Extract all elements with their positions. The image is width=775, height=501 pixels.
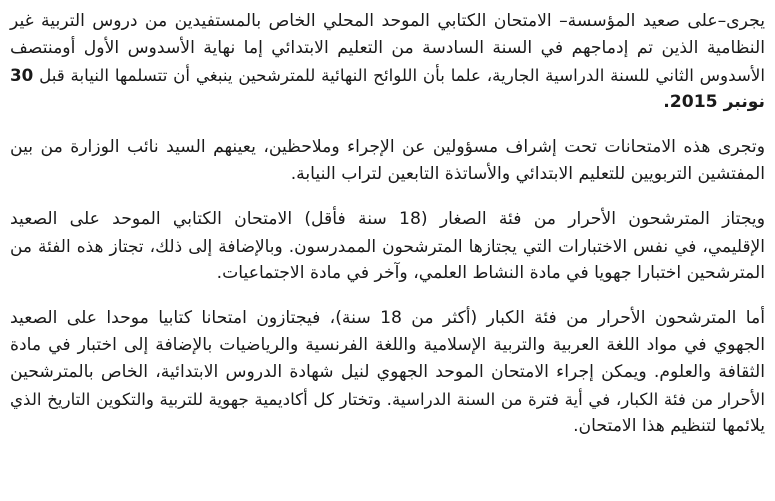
paragraph-2 [10, 134, 765, 188]
paragraph-3-line-3: المترشحين اختبارا جهويا في مادة النشاط العلمي، وآخر في مادة الاجتماعيات. [216, 263, 765, 283]
paragraph-3-line-2: الإقليمي، في نفس الاختبارات التي يجتازها المترشحون الممدرسون. وبالإضافة إلى ذلك، تجتاز هذه الفئة من [10, 236, 765, 256]
document-page [10, 4, 765, 497]
deadline-day: 30 [10, 65, 34, 85]
paragraph-4 [10, 305, 765, 440]
paragraph-4-line-4: الأحرار من فئة الكبار، في أية فترة من السنة الدراسية. وتختار كل أكاديمية جهوية للتربية والتكوين التاريخ الذي [10, 389, 765, 409]
paragraph-1-line-3 [10, 62, 765, 89]
deadline-month-year: نونبر 2015. [663, 92, 765, 112]
paragraph-2-line-2: المفتشين التربويين للتعليم الابتدائي والأساتذة التابعين لتراب النيابة. [290, 164, 765, 184]
paragraph-1-line-1: يجرى–على صعيد المؤسسة– الامتحان الكتابي الموحد المحلي الخاص بالمستفيدين من دروس التربية غير [10, 11, 765, 31]
paragraph-1-line-2: النظامية الذين تم إدماجهم في السنة السادسة من التعليم الابتدائي إما نهاية الأسدوس الأول أومنتصف [10, 38, 765, 58]
paragraph-3-line-1: ويجتاز المترشحون الأحرار من فئة الصغار (18 سنة فأقل) الامتحان الكتابي الموحد على الصعيد [10, 209, 766, 229]
paragraph-1 [10, 8, 765, 116]
paragraph-4-line-3: الثقافة والعلوم. ويمكن إجراء الامتحان الموحد الجهوي لنيل شهادة الدروس الابتدائية، الخاص بالمترشحين [10, 362, 765, 382]
paragraph-2-line-1: وتجرى هذه الامتحانات تحت إشراف مسؤولين عن الإجراء وملاحظين، يعينهم السيد نائب الوزارة من بين [10, 137, 765, 157]
paragraph-4-line-2: الجهوي في مواد اللغة العربية والتربية الإسلامية واللغة الفرنسية والرياضيات بالإضافة إلى اختبار في مادة [10, 335, 765, 355]
paragraph-3 [10, 206, 765, 287]
paragraph-4-line-5: يلائمها لتنظيم هذا الامتحان. [573, 416, 765, 436]
paragraph-4-line-1: أما المترشحون الأحرار من فئة الكبار (أكثر من 18 سنة)، فيجتازون امتحانا كتابيا موحدا على الصعيد [10, 308, 765, 328]
paragraph-1-line-3-text: الأسدوس الثاني للسنة الدراسية الجارية، علما بأن اللوائح النهائية للمترشحين ينبغي أن تتسلمها النيابة قبل [39, 65, 765, 85]
